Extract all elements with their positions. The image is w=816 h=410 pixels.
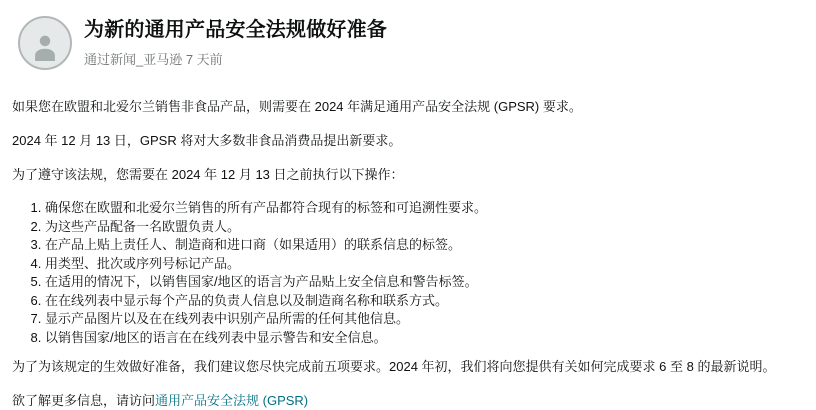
more-info-text: 欲了解更多信息，请访问: [12, 393, 156, 408]
list-item: 3. 在产品上贴上责任人、制造商和进口商（如果适用）的联系信息的标签。: [45, 236, 800, 255]
paragraph-deadline: 2024 年 12 月 13 日，GPSR 将对大多数非食品消费品提出新要求。: [12, 133, 402, 148]
article-body: [0, 97, 816, 410]
article-byline: 通过新闻_亚马逊 7 天前: [84, 52, 223, 67]
article-header: [0, 0, 816, 70]
list-item: 5. 在适用的情况下，以销售国家/地区的语言为产品贴上安全信息和警告标签。: [45, 273, 800, 292]
gpsr-link[interactable]: 通用产品安全法规 (GPSR): [155, 393, 309, 408]
paragraph-more-info: [12, 391, 800, 410]
person-icon: [27, 28, 63, 64]
paragraph-actions-intro: 为了遵守该法规，您需要在 2024 年 12 月 13 日之前执行以下操作：: [12, 167, 404, 182]
avatar: [18, 16, 72, 70]
requirements-list: [12, 199, 800, 347]
paragraph-recommendation: 为了为该规定的生效做好准备，我们建议您尽快完成前五项要求。2024 年初，我们将向您提供有关如何完成要求 6 至 8 的最新说明。: [12, 359, 776, 374]
list-item: 1. 确保您在欧盟和北爱尔兰销售的所有产品都符合现有的标签和可追溯性要求。: [45, 199, 800, 218]
list-item: 7. 显示产品图片以及在在线列表中识别产品所需的任何其他信息。: [45, 310, 800, 329]
list-item: 4. 用类型、批次或序列号标记产品。: [45, 255, 800, 274]
list-item: 6. 在在线列表中显示每个产品的负责人信息以及制造商名称和联系方式。: [45, 292, 800, 311]
page-title: 为新的通用产品安全法规做好准备: [84, 19, 387, 41]
header-text: [84, 16, 387, 70]
paragraph-intro: 如果您在欧盟和北爱尔兰销售非食品产品，则需要在 2024 年满足通用产品安全法规 (GPSR) 要求。: [12, 99, 582, 114]
list-item: 8. 以销售国家/地区的语言在在线列表中显示警告和安全信息。: [45, 329, 800, 348]
list-item: 2. 为这些产品配备一名欧盟负责人。: [45, 218, 800, 237]
